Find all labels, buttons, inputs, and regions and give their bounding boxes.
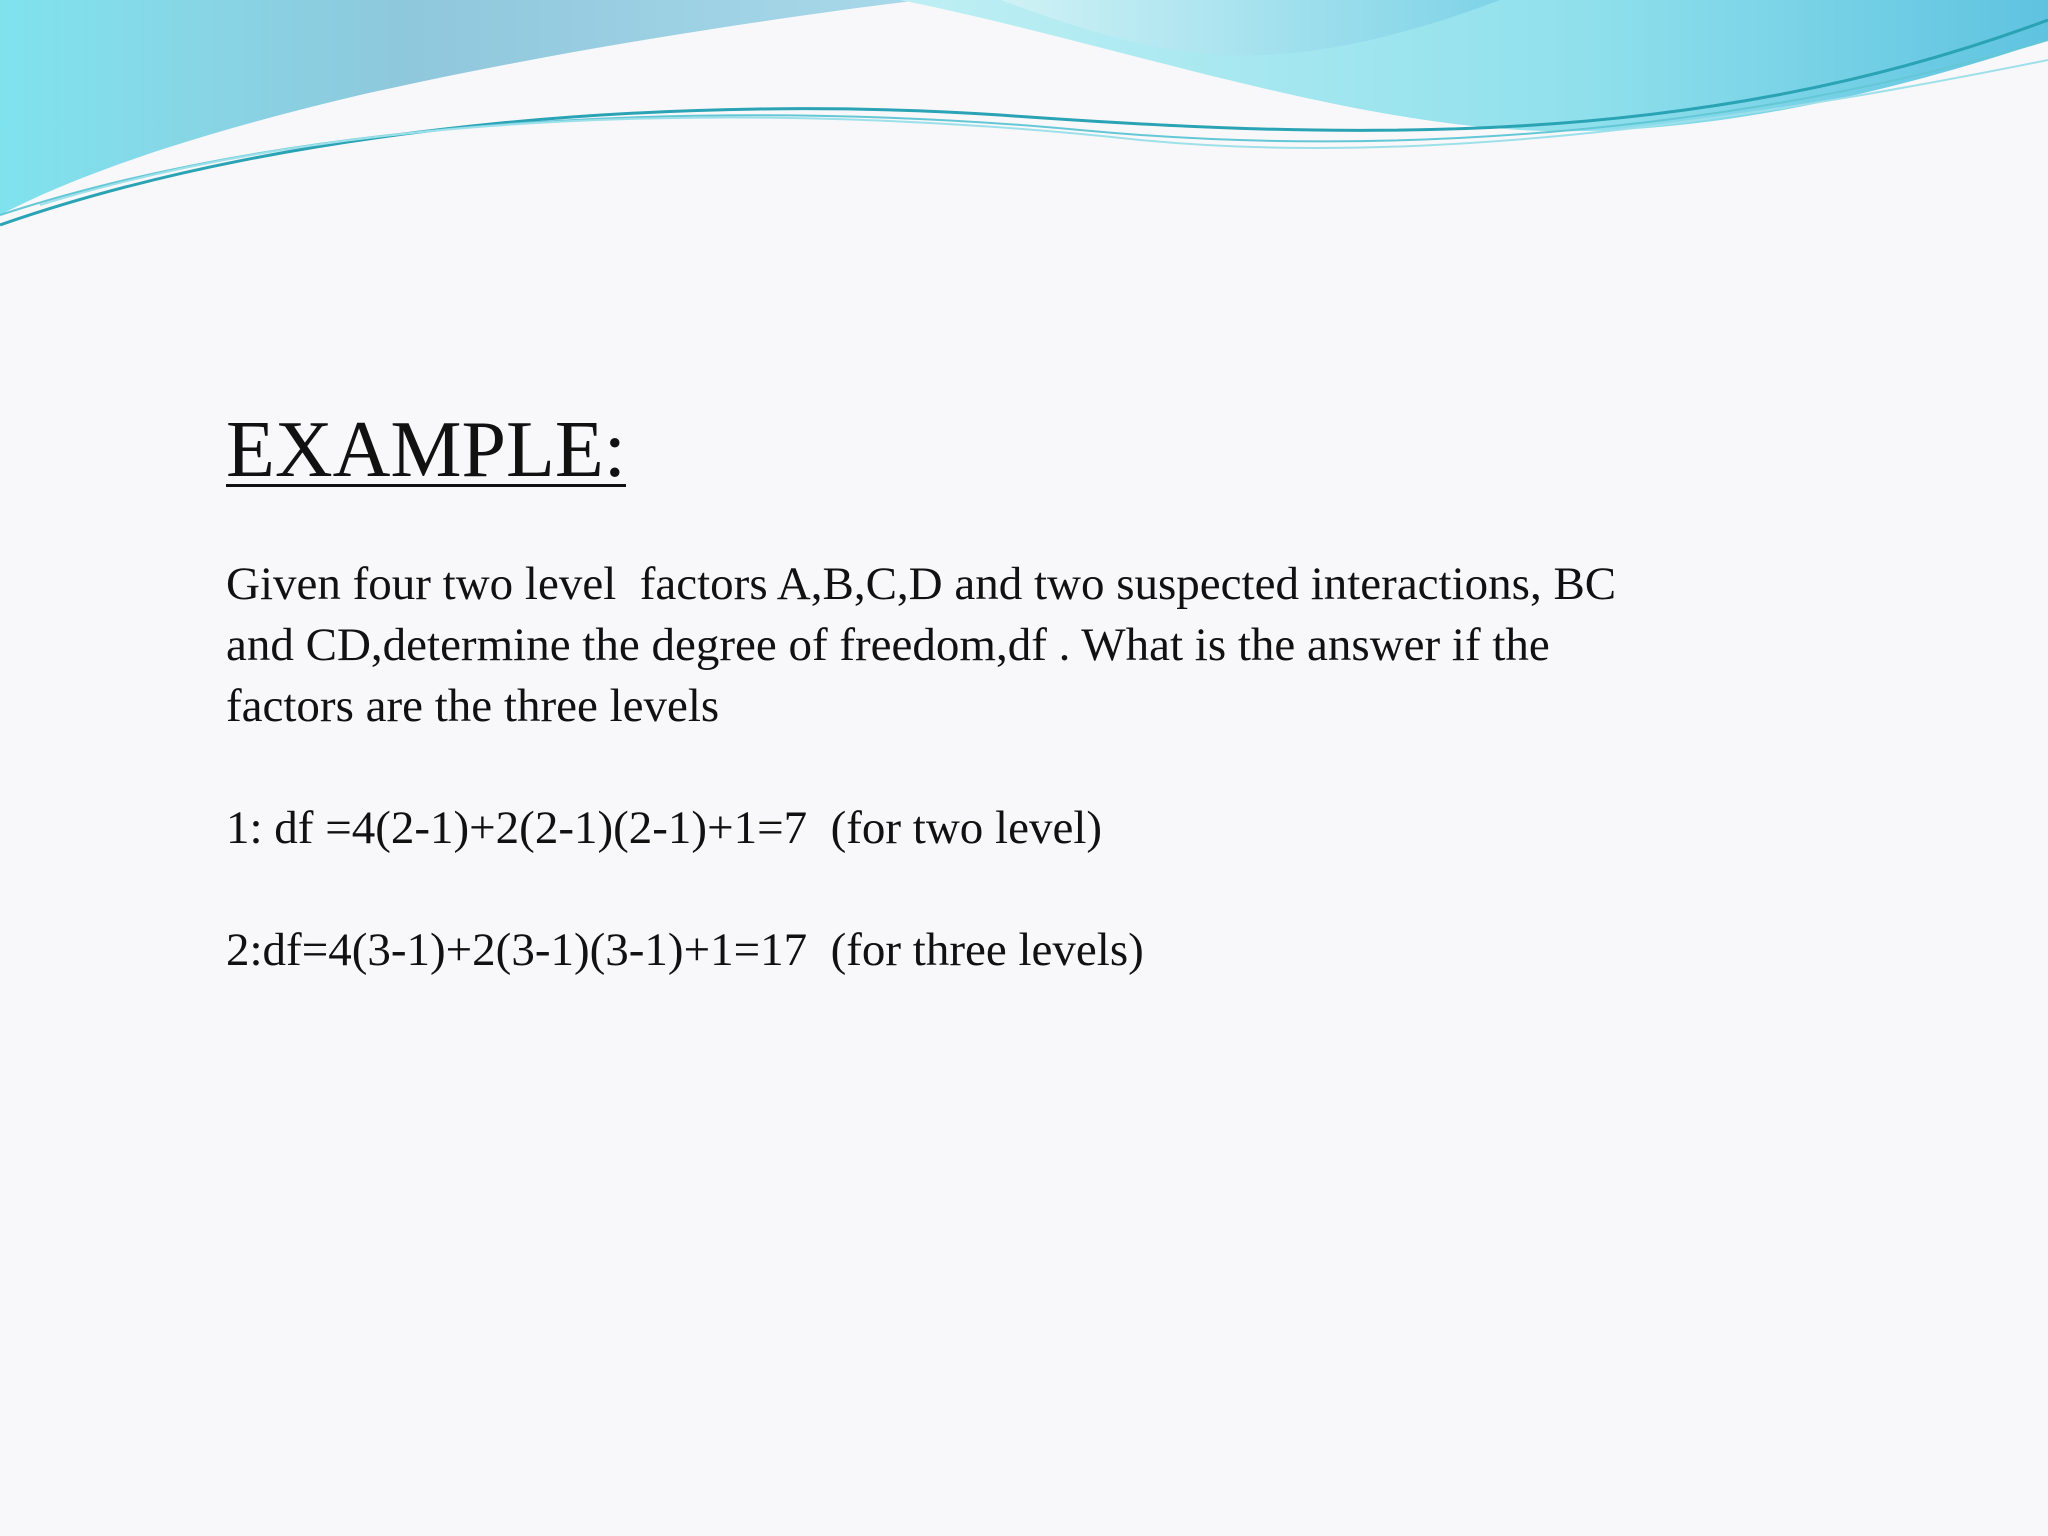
slide-title: EXAMPLE: bbox=[226, 406, 626, 494]
question-line: and CD,determine the degree of freedom,df . What is the answer if the bbox=[226, 619, 1550, 671]
spacer bbox=[226, 737, 1846, 798]
header-wave-decoration bbox=[0, 0, 2048, 240]
question-line: factors are the three levels bbox=[226, 680, 720, 732]
spacer bbox=[226, 859, 1846, 920]
question-line: Given four two level factors A,B,C,D and two suspected interactions, BC bbox=[226, 558, 1617, 610]
question-text bbox=[226, 554, 1846, 737]
answer-three-level: 2:df=4(3-1)+2(3-1)(3-1)+1=17 (for three levels) bbox=[226, 924, 1144, 976]
answer-two-level: 1: df =4(2-1)+2(2-1)(2-1)+1=7 (for two level) bbox=[226, 802, 1103, 854]
slide-content bbox=[226, 406, 1846, 981]
